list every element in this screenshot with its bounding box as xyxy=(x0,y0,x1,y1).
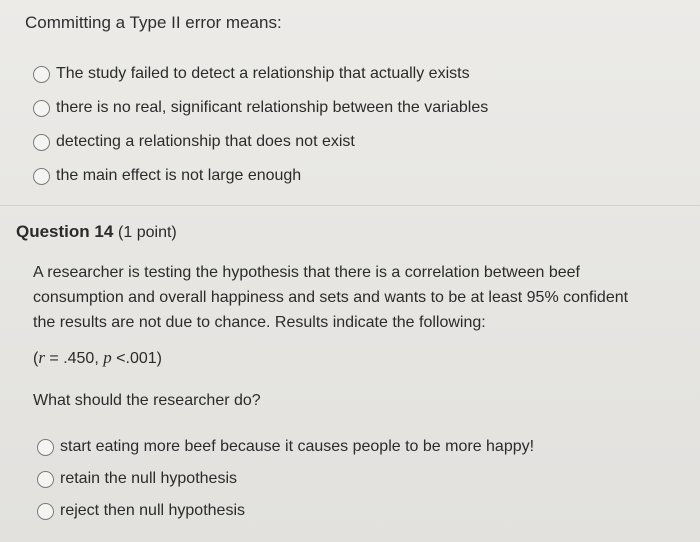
radio-circle-icon[interactable] xyxy=(33,168,50,185)
previous-question-prompt: Committing a Type II error means: xyxy=(25,13,282,32)
radio-circle-icon[interactable] xyxy=(37,439,54,456)
question-body-line: the results are not due to chance. Results indicate the following: xyxy=(33,314,486,331)
question-header xyxy=(16,222,177,242)
radio-circle-icon[interactable] xyxy=(33,134,50,151)
option-label[interactable]: retain the null hypothesis xyxy=(60,470,237,487)
option-label[interactable]: reject then null hypothesis xyxy=(60,502,245,519)
radio-circle-icon[interactable] xyxy=(37,503,54,520)
option-radio[interactable] xyxy=(33,57,488,91)
question-statistic xyxy=(33,348,162,368)
option-label[interactable]: detecting a relationship that does not exist xyxy=(56,133,355,150)
question-points: (1 point) xyxy=(118,224,177,241)
previous-question-options xyxy=(33,57,488,193)
stat-open: ( xyxy=(33,350,39,367)
option-label[interactable]: there is no real, significant relationship between the variables xyxy=(56,99,489,116)
question-body-line: consumption and overall happiness and sets and wants to be at least 95% confident xyxy=(33,289,629,306)
question-ask: What should the researcher do? xyxy=(33,392,261,409)
option-radio[interactable] xyxy=(33,91,488,125)
question-options xyxy=(37,431,534,527)
stat-p-text: <.001) xyxy=(111,350,162,367)
question-divider xyxy=(0,205,700,206)
option-label[interactable]: start eating more beef because it causes people to be more happy! xyxy=(60,438,535,455)
question-body xyxy=(33,260,673,335)
option-radio[interactable] xyxy=(37,463,534,495)
stat-p-symbol: p xyxy=(103,348,112,367)
option-radio[interactable] xyxy=(37,431,534,463)
stat-r-symbol: r xyxy=(38,348,45,367)
option-radio[interactable] xyxy=(33,159,488,193)
radio-circle-icon[interactable] xyxy=(33,100,50,117)
option-radio[interactable] xyxy=(37,495,534,527)
option-label[interactable]: the main effect is not large enough xyxy=(56,167,302,184)
option-label[interactable]: The study failed to detect a relationship that actually exists xyxy=(56,65,470,82)
question-body-line: A researcher is testing the hypothesis that there is a correlation between beef xyxy=(33,264,580,281)
stat-r-text: = .450, xyxy=(44,350,104,367)
option-radio[interactable] xyxy=(33,125,488,159)
question-number: Question 14 xyxy=(16,222,114,241)
radio-circle-icon[interactable] xyxy=(33,66,50,83)
radio-circle-icon[interactable] xyxy=(37,471,54,488)
